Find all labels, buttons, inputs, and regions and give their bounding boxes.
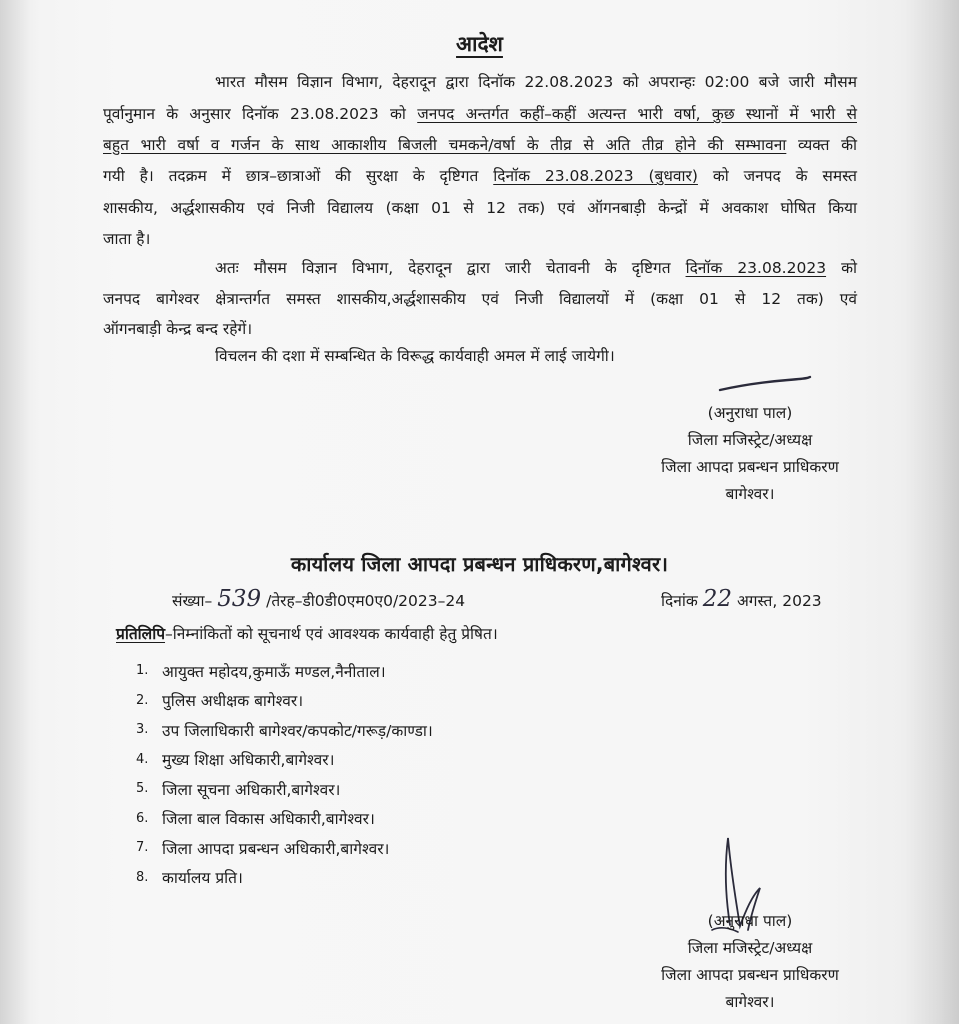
office-heading: कार्यालय जिला आपदा प्रबन्धन प्राधिकरण,बागेश्वर। (290, 552, 669, 576)
list-item (136, 686, 433, 716)
list-item-text: जिला बाल विकास अधिकारी,बागेश्वर। (162, 810, 375, 829)
list-item-number: 8. (136, 869, 149, 885)
list-item-text: जिला सूचना अधिकारी,बागेश्वर। (162, 780, 341, 799)
list-item-text: पुलिस अधीक्षक बागेश्वर। (162, 692, 304, 711)
list-item (136, 804, 433, 834)
order-p1-line3-underlined: बहुत भारी वर्षा व गर्जन के साथ आकाशीय बिजली चमकने/वर्षा के तीव्र से अति तीव्र होने की सम्भावना (103, 136, 787, 154)
order-p1-line4 (103, 166, 857, 186)
list-item (136, 656, 433, 686)
order-p2-line2: जनपद बागेश्वर क्षेत्रान्तर्गत समस्त शासकीय,अर्द्धशासकीय एवं निजी विद्यालयों में (कक्षा 01 से 12 तक) एवं (103, 290, 857, 308)
order-signatory-place: बागेश्वर। (725, 485, 775, 503)
order-p1-line3-b: व्यक्त की (797, 136, 857, 154)
copy-text: –निम्नांकितों को सूचनार्थ एवं आवश्यक कार्यवाही हेतु प्रेषित। (165, 625, 498, 643)
date-suffix: अगस्त, 2023 (736, 592, 822, 610)
list-item-number: 1. (136, 663, 149, 679)
order-p2-line1 (215, 258, 857, 278)
copy-to-line (116, 624, 498, 644)
order-p2-line1-b: को (841, 259, 857, 277)
ref-prefix: संख्या– (172, 592, 213, 610)
list-item (136, 833, 433, 863)
order-signatory-name: (अनुराधा पाल) (707, 404, 793, 422)
order-p1-line4-b: को जनपद के समस्त (712, 167, 857, 185)
order-p1-line4-underlined: दिनॉक 23.08.2023 (बुधवार) (493, 167, 698, 185)
list-item-number: 3. (136, 722, 149, 738)
reference-date (661, 586, 822, 612)
list-item-number: 7. (136, 840, 149, 856)
order-p1-line4-a: गयी है। तदक्रम में छात्र–छात्राओं की सुरक्षा के दृष्टिगत (103, 167, 479, 185)
order-p1-line2 (103, 104, 857, 124)
office-signatory-name: (अनुराधा पाल) (707, 912, 793, 930)
order-p1-line5: शासकीय, अर्द्धशासकीय एवं निजी विद्यालय (कक्षा 01 से 12 तक) एवं ऑगनबाड़ी केन्द्रों में अवकाश घोषित किया (103, 199, 857, 217)
list-item-text: आयुक्त महोदय,कुमाऊँ मण्डल,नैनीताल। (162, 662, 386, 681)
list-item-number: 2. (136, 692, 149, 708)
ref-suffix: /तेरह–डी0डी0एम0ए0/2023–24 (266, 592, 466, 610)
order-p1-line2-underlined: जनपद अन्तर्गत कहीं–कहीं अत्यन्त भारी वर्षा, कुछ स्थानों में भारी से (417, 105, 857, 123)
office-signature-block (620, 908, 880, 1016)
order-p2-line1-a: अतः मौसम विज्ञान विभाग, देहरादून द्वारा जारी चेतावनी के दृष्टिगत (215, 259, 671, 277)
recipient-list (136, 656, 433, 892)
ref-number-handwritten: 539 (217, 586, 262, 612)
page-shadow-right (905, 0, 959, 1024)
order-signatory-designation: जिला मजिस्ट्रेट/अध्यक्ष (687, 431, 813, 449)
list-item-text: मुख्य शिक्षा अधिकारी,बागेश्वर। (162, 751, 335, 770)
date-prefix: दिनांक (661, 592, 698, 610)
list-item (136, 863, 433, 893)
list-item-number: 6. (136, 810, 149, 826)
page-shadow-left (0, 0, 30, 1024)
date-day-handwritten: 22 (702, 586, 732, 612)
order-p2-line1-underlined: दिनॉक 23.08.2023 (685, 259, 827, 277)
list-item (136, 715, 433, 745)
list-item-number: 4. (136, 751, 149, 767)
order-signatory-authority: जिला आपदा प्रबन्धन प्राधिकरण (661, 458, 839, 476)
signature-mark-1 (718, 374, 813, 396)
office-signatory-authority: जिला आपदा प्रबन्धन प्राधिकरण (661, 966, 839, 984)
order-p1-line3 (103, 135, 857, 155)
list-item-text: उप जिलाधिकारी बागेश्वर/कपकोट/गरूड़/काण्डा। (162, 721, 433, 740)
order-p1-line2-a: पूर्वानुमान के अनुसार दिनॉक 23.08.2023 को (103, 105, 406, 123)
reference-number (172, 586, 466, 612)
office-signatory-designation: जिला मजिस्ट्रेट/अध्यक्ष (687, 939, 813, 957)
list-item-text: कार्यालय प्रति। (162, 869, 243, 888)
copy-label: प्रतिलिपि (116, 625, 166, 643)
list-item (136, 745, 433, 775)
list-item (136, 774, 433, 804)
order-p1-line6: जाता है। (103, 230, 151, 248)
order-signature-block (620, 400, 880, 508)
office-signatory-place: बागेश्वर। (725, 993, 775, 1011)
order-p3: विचलन की दशा में सम्बन्धित के विरूद्ध कार्यवाही अमल में लाई जायेगी। (215, 347, 615, 365)
list-item-number: 5. (136, 781, 149, 797)
order-p1-line1: भारत मौसम विज्ञान विभाग, देहरादून द्वारा दिनॉक 22.08.2023 को अपरान्हः 02:00 बजे जारी मौसम (215, 73, 857, 91)
order-title: आदेश (456, 32, 503, 56)
order-p2-line3: ऑगनबाड़ी केन्द्र बन्द रहेगें। (103, 320, 253, 338)
list-item-text: जिला आपदा प्रबन्धन अधिकारी,बागेश्वर। (162, 839, 390, 858)
